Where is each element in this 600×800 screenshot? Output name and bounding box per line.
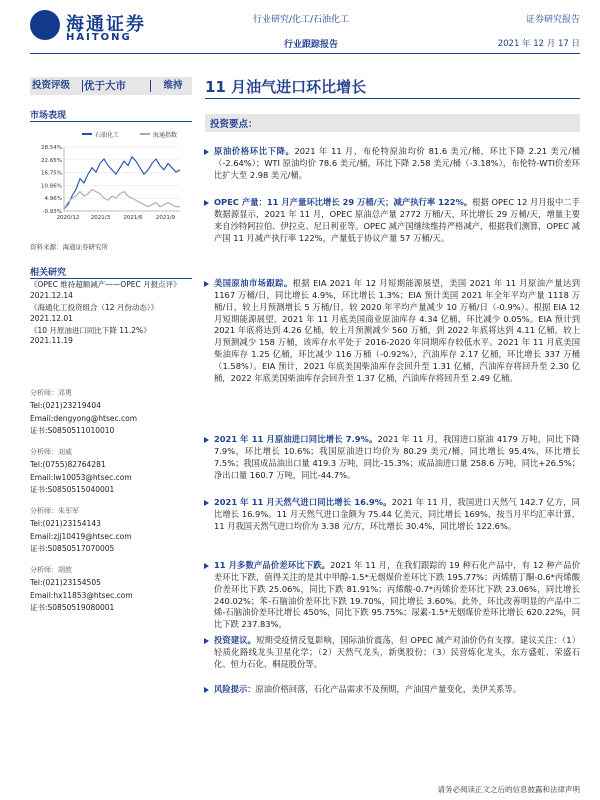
bullet-icon [204,687,209,693]
disclaimer-footer: 请务必阅读正文之后的信息披露和法律声明 [437,785,580,794]
paragraph-oil-price [205,146,580,182]
y-tick-label: 16.75% [41,170,62,177]
report-title: 11 月油气进口环比增长 [205,78,367,96]
analyst-email[interactable]: Email:dengyong@htsec.com [30,413,138,423]
paragraph-body: 原油价格回落，石化产品需求不及预期，产油国产量变化，美伊关系等。 [255,684,522,694]
legend-label: 海通指数 [153,132,178,139]
analyst-cert: 证书:S0850519080001 [30,603,115,613]
report-type: 证券研究报告 [525,15,580,25]
bullet-icon [204,149,209,155]
analyst-name: 分析师：胡歆 [30,566,72,574]
related-research-list [30,280,192,348]
sidebar-divider [30,278,192,279]
paragraph-heading: 投资建议。 [214,635,257,645]
haitong-logo-icon [30,10,60,40]
key-points-bar [205,114,580,132]
analyst-email[interactable]: Email:lw10053@htsec.com [30,472,132,482]
analyst-block [30,388,192,438]
bullet-icon [204,500,209,506]
analyst-cert: 证书:S0850515040001 [30,485,115,495]
paragraph-heading: OPEC 产量：11 月产量环比增长 29 万桶/天；减产执行率 122%。 [214,197,473,207]
rating-value: 优于大市 [84,80,126,92]
analyst-name: 分析师：刘威 [30,448,72,456]
analyst-block [30,447,192,497]
rating-status: 维持 [163,80,183,91]
analyst-block [30,506,192,556]
bullet-icon [204,200,209,206]
analyst-name: 分析师：邓勇 [30,389,72,397]
paragraph-product-spread [205,560,580,631]
analyst-tel: Tel:(021)23219404 [30,400,101,410]
header-divider [30,53,580,54]
paragraph-body: 2021 年 11 月，在我们跟踪的 19 种石化产品中，有 12 种产品价差环比下跌，值得关注的是其中甲醇-1.5*无烟煤价差环比下跌 195.77%；丙烯腈丁酮-0.6*丙烯酸价差环比下跌 25.06%，同比下跌 81.91%；丙烯酸-0.7*丙烯价差环比下跌 23.06%，同比增长 240.02%；苯-石脑油价差环比下跌 19.70%，同比增长 3.60%。此外，环比改善明显的产品中二烯-石脑油价差环比增长 450%，同比下跌 95.75%；尿素-1.5*无烟煤价差环比增长 620.22%，同比下跌 237.83%。 [214,560,580,630]
rating-bar [30,77,192,95]
legend-label: 石油化工 [95,132,120,139]
paragraph-investment-advice [205,635,580,671]
paragraph-crude-import [205,434,580,481]
x-tick-label: 2021/9 [155,215,176,221]
analyst-email[interactable]: Email:hx11853@htsec.com [30,590,133,600]
analyst-tel: Tel:(021)23154143 [30,518,101,528]
paragraph-risk [205,684,580,696]
analyst-cert: 证书:S0850517070005 [30,544,115,554]
series-line [64,189,180,209]
y-tick-label: 22.65% [41,157,62,164]
paragraph-body: 根据 EIA 2021 年 12 月短期能源展望，美国 2021 年 11 月原油产量达到 1167 万桶/日，同比增长 4.9%，环比增长 1.3%；EIA 预计美国 2021 年全年平均产量 1118 万桶/日，较上月预测增长 5 万桶/日，较 2020 年平均产量减少 10 万桶/日（-0.9%）。根据 EIA 12 月短期能源展望，2021 年 11 月底美国商业原油库存 4.34 亿桶，环比减少 0.05%。EIA 预计到 2021 年底将达到 4.26 亿桶，较上月预测减少 560 万桶，到 2022 年底将达到 4.11 亿桶，较上月预测减少 158 万桶，该库存水平处于 2016-2020 年同期库存较低水平。2021 年 11 月底美国柴油库存 1.25 亿桶，环比减少 116 万桶（-0.92%），汽油库存 2.17 亿桶，环比增长 337 万桶（1.58%）。EIA 预计，2021 年底美国柴油库存会回升至 1.31 亿桶，汽油库存将回升至 2.30 亿桶，2022 年底美国柴油库存会回升至 1.37 亿桶，汽油库存将回升至 2.49 亿桶。 [214,278,580,383]
title-divider [205,98,580,99]
paragraph-heading: 原油价格环比下降。 [214,146,295,156]
y-tick-label: -0.93% [42,209,62,215]
paragraph-heading: 风险提示： [214,684,256,694]
report-subtype: 行业跟踪报告 [283,40,338,50]
bullet-icon [204,437,209,443]
analyst-block [30,565,192,615]
logo-chinese-name: 海通证券 [66,14,146,35]
related-item[interactable]: 《OPEC 维持超额减产——OPEC 月报点评》2021.12.14 [30,280,181,300]
y-tick-label: 4.96% [44,196,62,203]
x-tick-label: 2020/12 [56,215,80,221]
x-tick-label: 2021/3 [90,215,111,221]
y-tick-label: 28.54% [41,145,62,151]
rating-separator [150,80,151,92]
report-date: 2021 年 12 月 17 日 [497,39,580,49]
chart-source: 资料来源：海通证券研究所 [30,243,108,251]
paragraph-body: 2021 年 11 月，我国进口天然气 142.7 亿方，同比增长 16.9%。11 月天然气进口金额为 75.44 亿美元，同比增长 169%，按当月平均汇率计算，11 月我国天然气进口均价为 3.38 元/方，环比增长 30.4%，同比增长 122.6%。 [214,497,580,531]
paragraph-opec-output [205,197,580,244]
key-points-label: 投资要点： [210,119,258,130]
bullet-icon [204,638,209,644]
bullet-icon [204,563,209,569]
analyst-tel: Tel:(0755)82764281 [30,459,106,469]
report-category: 行业研究/化工/石油化工 [252,15,350,25]
market-performance-heading: 市场表现 [30,111,67,121]
market-performance-chart [30,125,192,225]
chart-canvas [30,125,192,225]
paragraph-us-crude [205,278,580,385]
bullet-icon [204,281,209,287]
rating-separator [82,80,83,92]
logo-english-name: HAITONG [66,32,132,43]
related-research-heading: 相关研究 [30,268,67,278]
rating-label: 投资评级 [32,80,71,91]
related-item[interactable]: 《海通化工投资组合（12 月份动态）》2021.12.01 [30,302,159,323]
paragraph-gas-import [205,497,580,533]
analyst-name: 分析师：朱军军 [30,507,79,515]
paragraph-body: 根据 OPEC 12 月月报中二手数据源显示，2021 年 11 月，OPEC 原油总产量 2772 万桶/天，环比增长 29 万桶/天，增量主要来自沙特阿拉伯、伊拉克、尼日利亚等。OPEC 减产国继续维持严格减产，根据我们测算，OPEC 减产国 11 月减产执行率 122%，产量低于协议产量 57 万桶/天。 [214,197,580,243]
paragraph-heading: 2021 年 11 月天然气进口同比增长 16.9%。 [214,497,392,507]
analyst-email[interactable]: Email:zjj10419@htsec.com [30,531,132,541]
paragraph-heading: 2021 年 11 月原油进口同比增长 7.9%。 [214,434,378,444]
paragraph-body: 2021 年 11 月，我国进口原油 4179 万吨，同比下降 7.9%，环比增长 10.6%；我国原油进口均价为 80.29 美元/桶，同比增长 95.4%，环比增长 7.5%；我国成品油出口量 419.3 万吨，同比-15.3%；成品油进口量 258.6 万吨，同比+26.5%；净出口量 160.7 万吨，同比-44.7%。 [214,434,580,480]
analyst-cert: 证书:S0850511010010 [30,426,115,436]
company-logo [30,10,170,50]
related-item[interactable]: 《10 月原油进口同比下降 11.2%》2021.11.19 [30,325,151,346]
paragraph-body: 短期受疫情反复影响，国际油价震荡，但 OPEC 减产对油价仍有支撑。建议关注：（1）轻质化路线龙头卫星化学；（2）天然气龙头，新奥股份；（3）民营炼化龙头，东方盛虹、荣盛石化、恒力石化、桐昆股份等。 [214,635,580,669]
paragraph-heading: 11 月多数产品价差环比下跌。 [214,560,331,570]
x-tick-label: 2021/6 [123,215,143,221]
y-tick-label: 10.86% [41,183,62,190]
paragraph-body: 2021 年 11 月，布伦特原油均价 81.6 美元/桶，环比下降 2.21 美元/桶（-2.64%）；WTI 原油均价 78.6 美元/桶，环比下降 2.58 美元/桶（-3.18%），布伦特-WTI价差环比扩大至 2.98 美元/桶。 [214,146,580,180]
analyst-tel: Tel:(021)23154505 [30,577,101,587]
paragraph-heading: 美国原油市场跟踪。 [214,278,293,288]
sidebar-divider [30,121,192,122]
series-line [64,157,180,209]
